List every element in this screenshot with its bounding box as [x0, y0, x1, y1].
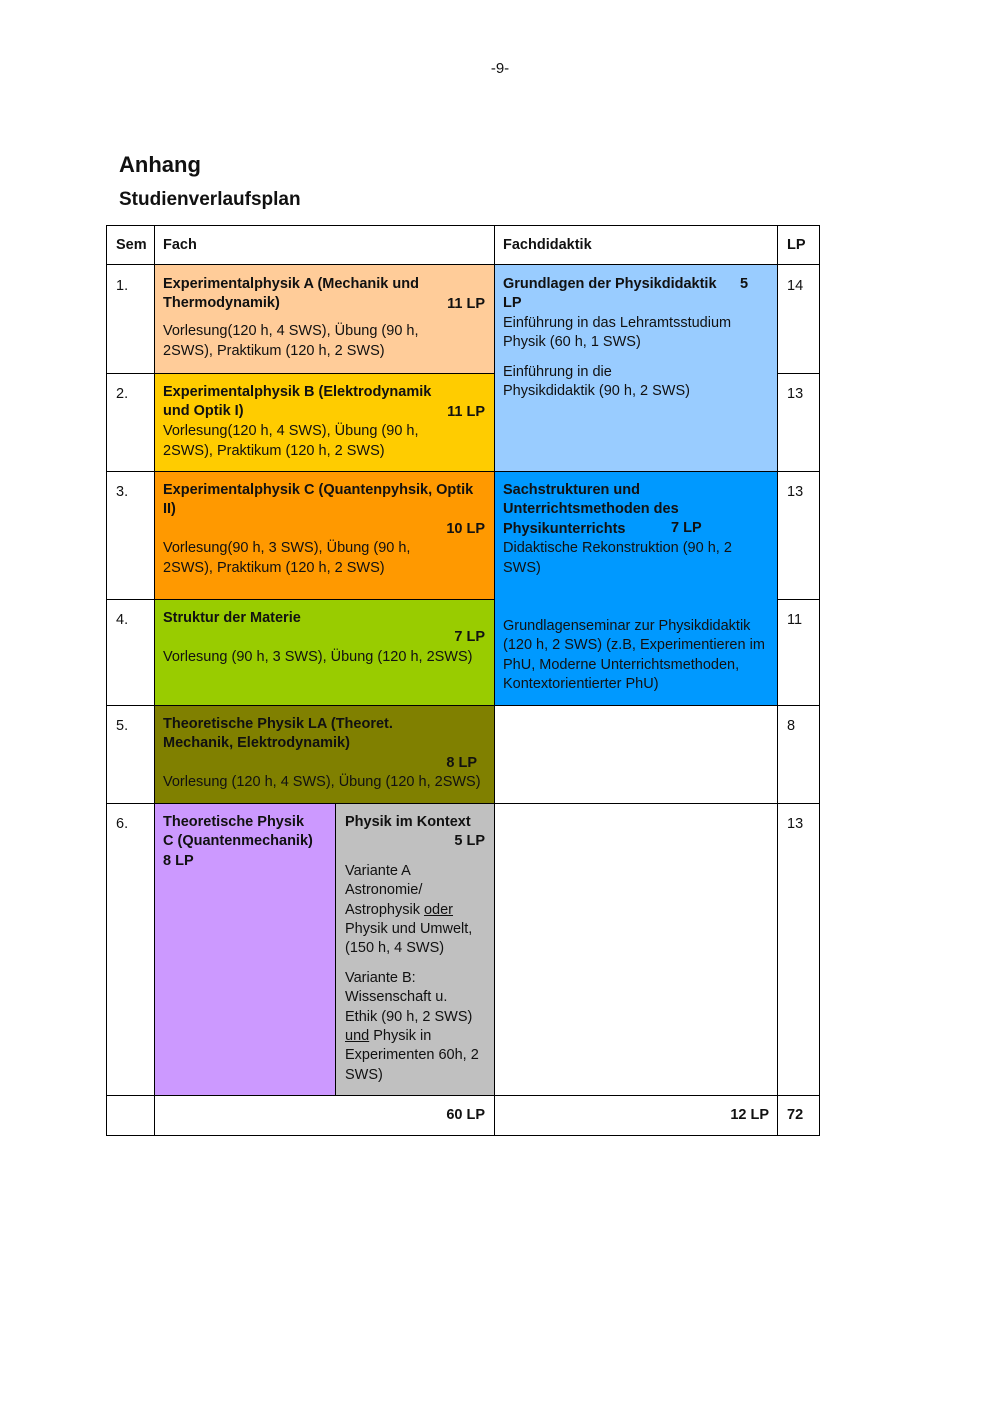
row-sep-6-total: [106, 1095, 820, 1096]
theoLA-lp: 8 LP: [446, 754, 477, 771]
expB-detail: Vorlesung(120 h, 4 SWS), Übung (90 h, 2SWS), Praktikum (120 h, 2 SWS): [163, 423, 419, 459]
row-sep-1-2: [106, 373, 495, 374]
total-lp: 72: [787, 1107, 804, 1123]
materie-lp: 7 LP: [454, 629, 485, 646]
kontext-va-oder: oder: [423, 901, 454, 918]
page-number: -9-: [490, 60, 510, 77]
table-border-left: [106, 225, 107, 1136]
kontext-variante-a: [345, 862, 475, 959]
expB-lp: 11 LP: [447, 403, 485, 420]
lp-sem-6: 13: [787, 816, 804, 832]
table-border-top: [106, 225, 820, 226]
total-fachdidaktik: 12 LP: [730, 1107, 769, 1123]
grundlagen-title-text: Grundlagen der Physikdidaktik: [503, 276, 717, 292]
sach-title-text: Sachstrukturen und Unterrichtsmethoden des Physikunterrichts: [503, 482, 679, 537]
row-sep-header: [106, 264, 820, 265]
kontext-title: Physik im Kontext: [345, 814, 471, 830]
lp-sem-1: 14: [787, 278, 804, 294]
sem-2: 2.: [116, 386, 129, 402]
kontext-variante-b: [345, 969, 483, 1085]
sem-5: 5.: [116, 718, 129, 734]
row-sep-2-3: [106, 471, 820, 472]
col-sep-sem: [154, 225, 155, 1136]
col-sep-lp: [777, 225, 778, 1136]
kontext-vb-part2: Physik in Experimenten 60h, 2 SWS): [345, 1028, 479, 1083]
cell-struktur-der-materie: [154, 599, 494, 705]
grundlagen-title: [503, 275, 768, 294]
cell-physik-im-kontext: [336, 803, 494, 1095]
row-sep-3-4: [106, 599, 495, 600]
expA-lp: 11 LP: [447, 295, 485, 312]
kontext-va-part2: Physik und Umwelt, (150 h, 4 SWS): [345, 921, 473, 957]
kontext-va-part1: Variante A Astronomie/ Astrophysik: [345, 862, 424, 918]
row-sep-3-4-lp: [777, 599, 820, 600]
sach-lp: 7 LP: [671, 520, 702, 536]
col-sep-kontext: [335, 803, 336, 1095]
kontext-lp: 5 LP: [454, 833, 485, 850]
row-sep-5-6: [106, 803, 820, 804]
sem-3: 3.: [116, 484, 129, 500]
cell-experimentalphysik-b: [154, 373, 494, 471]
page-heading: Anhang: [119, 152, 201, 177]
lp-sem-5: 8: [787, 718, 796, 734]
sem-4: 4.: [116, 612, 129, 628]
header-lp: LP: [787, 237, 806, 253]
sem-1: 1.: [116, 278, 129, 294]
theoLA-detail: Vorlesung (120 h, 4 SWS), Übung (120 h, 2SWS): [163, 774, 481, 791]
lp-sem-4: 11: [787, 612, 803, 628]
cell-grundlagen-physikdidaktik: [494, 265, 777, 471]
col-sep-fach: [494, 225, 495, 1136]
cell-experimentalphysik-a: [154, 265, 494, 373]
grundlagen-lp-num: 5: [740, 276, 749, 292]
sach-item1: Didaktische Rekonstruktion (90 h, 2 SWS): [503, 540, 732, 576]
page-subheading: Studienverlaufsplan: [119, 189, 301, 210]
grundlagen-item2: Einführung in die Physikdidaktik (90 h, 2 SWS): [503, 363, 690, 400]
grundlagen-item1: Einführung in das Lehramtsstudium Physik (60 h, 1 SWS): [503, 314, 732, 351]
expC-title: Experimentalphysik C (Quantenpyhsik, Optik II): [163, 482, 474, 518]
lp-sem-3: 13: [787, 484, 804, 500]
table-border-bottom: [106, 1135, 820, 1136]
header-sem: Sem: [116, 237, 147, 253]
row-sep-4-5: [106, 705, 820, 706]
sem-6: 6.: [116, 816, 129, 832]
materie-detail: Vorlesung (90 h, 3 SWS), Übung (120 h, 2SWS): [163, 648, 473, 665]
cell-experimentalphysik-c: [154, 471, 494, 599]
theoC-title: Theoretische Physik C (Quantenmechanik) 8 LP: [163, 814, 313, 869]
expB-title: Experimentalphysik B (Elektrodynamik und Optik I): [163, 384, 432, 420]
expC-detail: Vorlesung(90 h, 3 SWS), Übung (90 h, 2SWS), Praktikum (120 h, 2 SWS): [163, 540, 411, 576]
grundlagen-lp-unit: LP: [503, 295, 522, 312]
header-fachdidaktik: Fachdidaktik: [503, 237, 592, 253]
kontext-vb-part1: Variante B: Wissenschaft u. Ethik (90 h, 2 SWS): [345, 969, 473, 1025]
expA-detail: Vorlesung(120 h, 4 SWS), Übung (90 h, 2SWS), Praktikum (120 h, 2 SWS): [163, 323, 419, 359]
sach-item2: Grundlagenseminar zur Physikdidaktik (120 h, 2 SWS) (z.B, Experimentieren im PhU, Moderne Unterrichtsmethoden, Kontextorientierter PhU): [503, 618, 765, 693]
lp-sem-2: 13: [787, 386, 804, 402]
table-border-right: [819, 225, 820, 1136]
expA-title: Experimentalphysik A (Mechanik und Thermodynamik): [163, 276, 419, 312]
cell-theoretische-physik-la: [154, 705, 494, 803]
kontext-vb-und: und: [345, 1028, 370, 1045]
cell-theoretische-physik-c: [154, 803, 336, 1095]
expC-lp: 10 LP: [446, 520, 485, 537]
row-sep-1-2-lp: [777, 373, 820, 374]
total-fach: 60 LP: [446, 1107, 485, 1123]
cell-sachstrukturen: [494, 471, 777, 705]
materie-title: Struktur der Materie: [163, 610, 301, 626]
theoLA-title: Theoretische Physik LA (Theoret. Mechanik, Elektrodynamik): [163, 716, 393, 752]
header-fach: Fach: [163, 237, 197, 253]
